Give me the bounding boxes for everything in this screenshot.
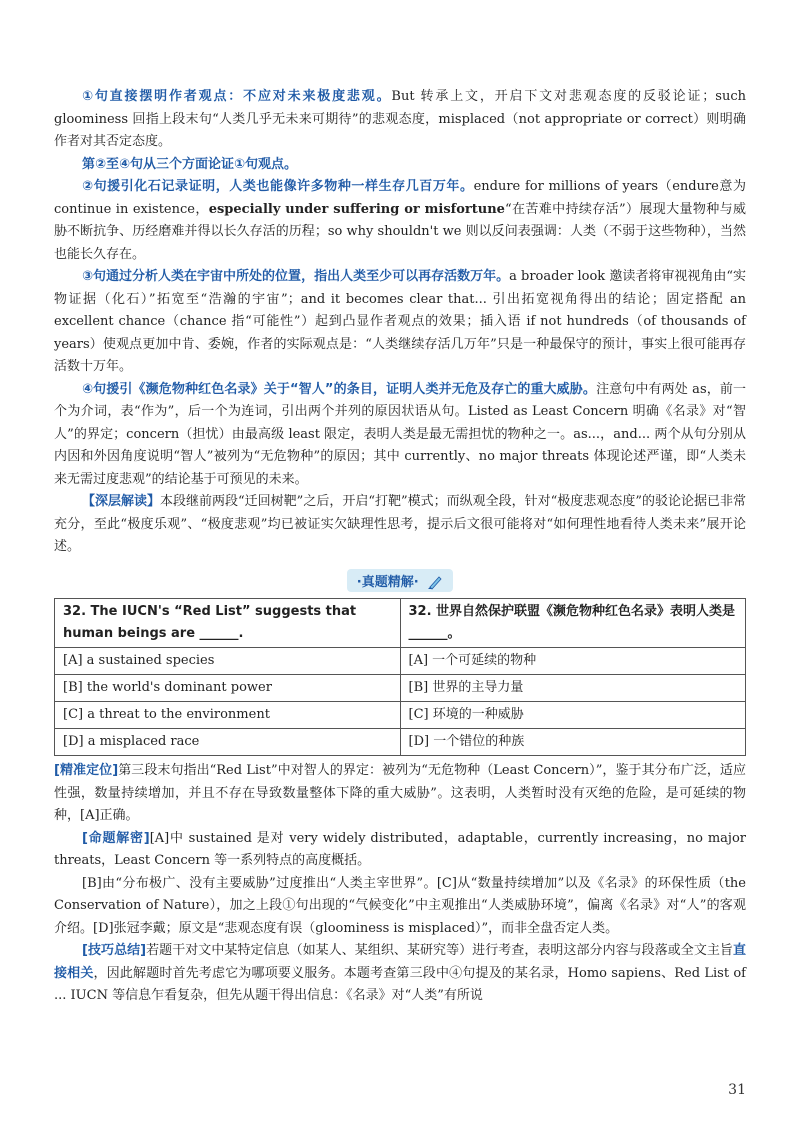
question-stem-en: 32. The IUCN's “Red List” suggests that human beings are ______. xyxy=(55,599,401,648)
para3-text1: endure for millions of years（endure意为 continue in existence， xyxy=(54,179,747,217)
question-row xyxy=(55,599,746,648)
interpret-text: [A]中 sustained 是对 very widely distributed，adaptable，currently increasing，no major threats，Least Concern 等一系列特点的高度概括。 xyxy=(54,830,747,868)
question-table xyxy=(54,598,746,756)
deep-reading xyxy=(54,491,746,559)
option-row-b xyxy=(55,675,746,702)
deep-reading-tag: 【深层解读】 xyxy=(82,494,161,509)
option-row-c xyxy=(55,702,746,729)
option-c-zh: [C] 环境的一种威胁 xyxy=(400,702,746,729)
skill-bold: 直接相关 xyxy=(54,943,746,981)
paragraph-1 xyxy=(54,86,746,154)
option-d-en: [D] a misplaced race xyxy=(55,729,401,756)
para3-lead: ②句援引化石记录证明，人类也能像许多物种一样生存几百万年。 xyxy=(82,179,474,194)
interpretation xyxy=(54,828,746,873)
precise-text: 第三段末句指出“Red List”中对智人的界定：被列为“无危物种（Least Concern）”，鉴于其分布广泛，适应性强，数量持续增加，并且不存在导致数量整体下降的重大威胁”。这表明，人类暂时没有灭绝的危险，是可延续的物种，[A]正确。 xyxy=(54,763,746,823)
para4-text: a broader look 邀读者将审视视角由“实物证据（化石）”拓宽至“浩瀚的宇宙”；and it becomes clear that... 引出拓宽视角得出的结论；固定搭配 an excellent chance（chance 指“可能性”）起到凸显作者观点的效果；插入语 if not hundreds（of thousands of years）使观点更加中肯、委婉，作者的实际观点是：“人类继续存活几万年”只是一种最保守的预计，事实上很可能再存活数十万年。 xyxy=(54,269,746,374)
option-row-a xyxy=(55,648,746,675)
option-a-en: [A] a sustained species xyxy=(55,648,401,675)
precise-tag: [精准定位] xyxy=(54,763,119,778)
option-d-zh: [D] 一个错位的种族 xyxy=(400,729,746,756)
deep-reading-text: 本段继前两段“迁回树靶”之后，开启“打靶”模式；而纵观全段，针对“极度悲观态度”的驳论论据已非常充分，至此“极度乐观”、“极度悲观”均已被证实欠缺理性思考，提示后文很可能将对“如何理性地看待人类未来”展开论述。 xyxy=(54,494,746,554)
paragraph-2 xyxy=(54,154,746,177)
bcd-text: [B]由“分布极广、没有主要威胁”过度推出“人类主宰世界”。[C]从“数量持续增加”以及《名录》的环保性质（the Conservation of Nature），加之上段①句出现的“气候变化”中主观推出“人类威胁环境”，偏离《名录》对“人”的客观介绍。[D]张冠李戴；原文是“悲观态度有误（gloominess is misplaced）”，而非全盘否定人类。 xyxy=(54,875,746,936)
banner-label: ·真题精解· xyxy=(356,574,419,590)
para5-lead: ④句援引《濒危物种红色名录》关于“智人”的条目，证明人类并无危及存亡的重大威胁。 xyxy=(82,381,597,397)
para1-lead: ①句直接摆明作者观点：不应对未来极度悲观。 xyxy=(82,89,392,104)
option-row-d xyxy=(55,729,746,756)
section-banner xyxy=(54,569,746,593)
page-number: 31 xyxy=(728,1082,746,1098)
para4-lead: ③句通过分析人类在宇宙中所处的位置，指出人类至少可以再存活数万年。 xyxy=(82,269,510,284)
distractor-analysis xyxy=(54,873,746,941)
option-b-en: [B] the world's dominant power xyxy=(55,675,401,702)
interpret-tag: [命题解密] xyxy=(82,830,150,846)
paragraph-5 xyxy=(54,379,746,492)
skill-tag: [技巧总结] xyxy=(82,943,147,958)
para1-text: But 转承上文，开启下文对悲观态度的反驳论证；such gloominess 回指上段末句“人类几乎无未来可期待”的悲观态度，misplaced（not appropriate or correct）则明确作者对其否定态度。 xyxy=(54,89,746,149)
para3-text2: “在苦难中持续存活”）展现大量物种与威胁不断抗争、历经磨难并得以长久存活的历程；so why shouldn't we 则以反问表强调：人类（不弱于这些物种），当然也能长久存在。 xyxy=(54,201,747,262)
skill-text1: 若题干对文中某特定信息（如某人、某组织、某研究等）进行考查，表明这部分内容与段落或全文主旨 xyxy=(146,943,733,958)
para2-lead: 第②至④句从三个方面论证①句观点。 xyxy=(82,156,298,172)
precise-location xyxy=(54,760,746,828)
option-c-en: [C] a threat to the environment xyxy=(55,702,401,729)
paragraph-3 xyxy=(54,176,746,266)
main-content xyxy=(54,86,746,1008)
paragraph-4 xyxy=(54,266,746,379)
para5-text: 注意句中有两处 as，前一个为介词，表“作为”，后一个为连词，引出两个并列的原因状语从句。Listed as Least Concern 明确《名录》对“智人”的界定；concern（担忧）由最高级 least 限定，表明人类是最无需担忧的物种之一。as...，and... 两个从句分别从内因和外因角度说明“智人”被列为“无危物种”的原因；其中 currently、no major threats 体现论述严谨，即“人类未来无需过度悲观”的结论基于可预见的未来。 xyxy=(54,381,746,487)
question-stem-zh: 32. 世界自然保护联盟《濒危物种红色名录》表明人类是______。 xyxy=(400,599,746,648)
skill-text2: ，因此解题时首先考虑它为哪项要义服务。本题考查第三段中④句提及的某名录，Homo sapiens、Red List of ... IUCN 等信息乍看复杂，但先从题干得出信息：《名录》对“人类”有所说 xyxy=(54,965,746,1003)
para3-bold: especially under suffering or misfortune xyxy=(208,201,505,217)
option-a-zh: [A] 一个可延续的物种 xyxy=(400,648,746,675)
pen-icon xyxy=(427,574,443,590)
banner-pill xyxy=(347,569,453,593)
option-b-zh: [B] 世界的主导力量 xyxy=(400,675,746,702)
skill-summary xyxy=(54,940,746,1008)
